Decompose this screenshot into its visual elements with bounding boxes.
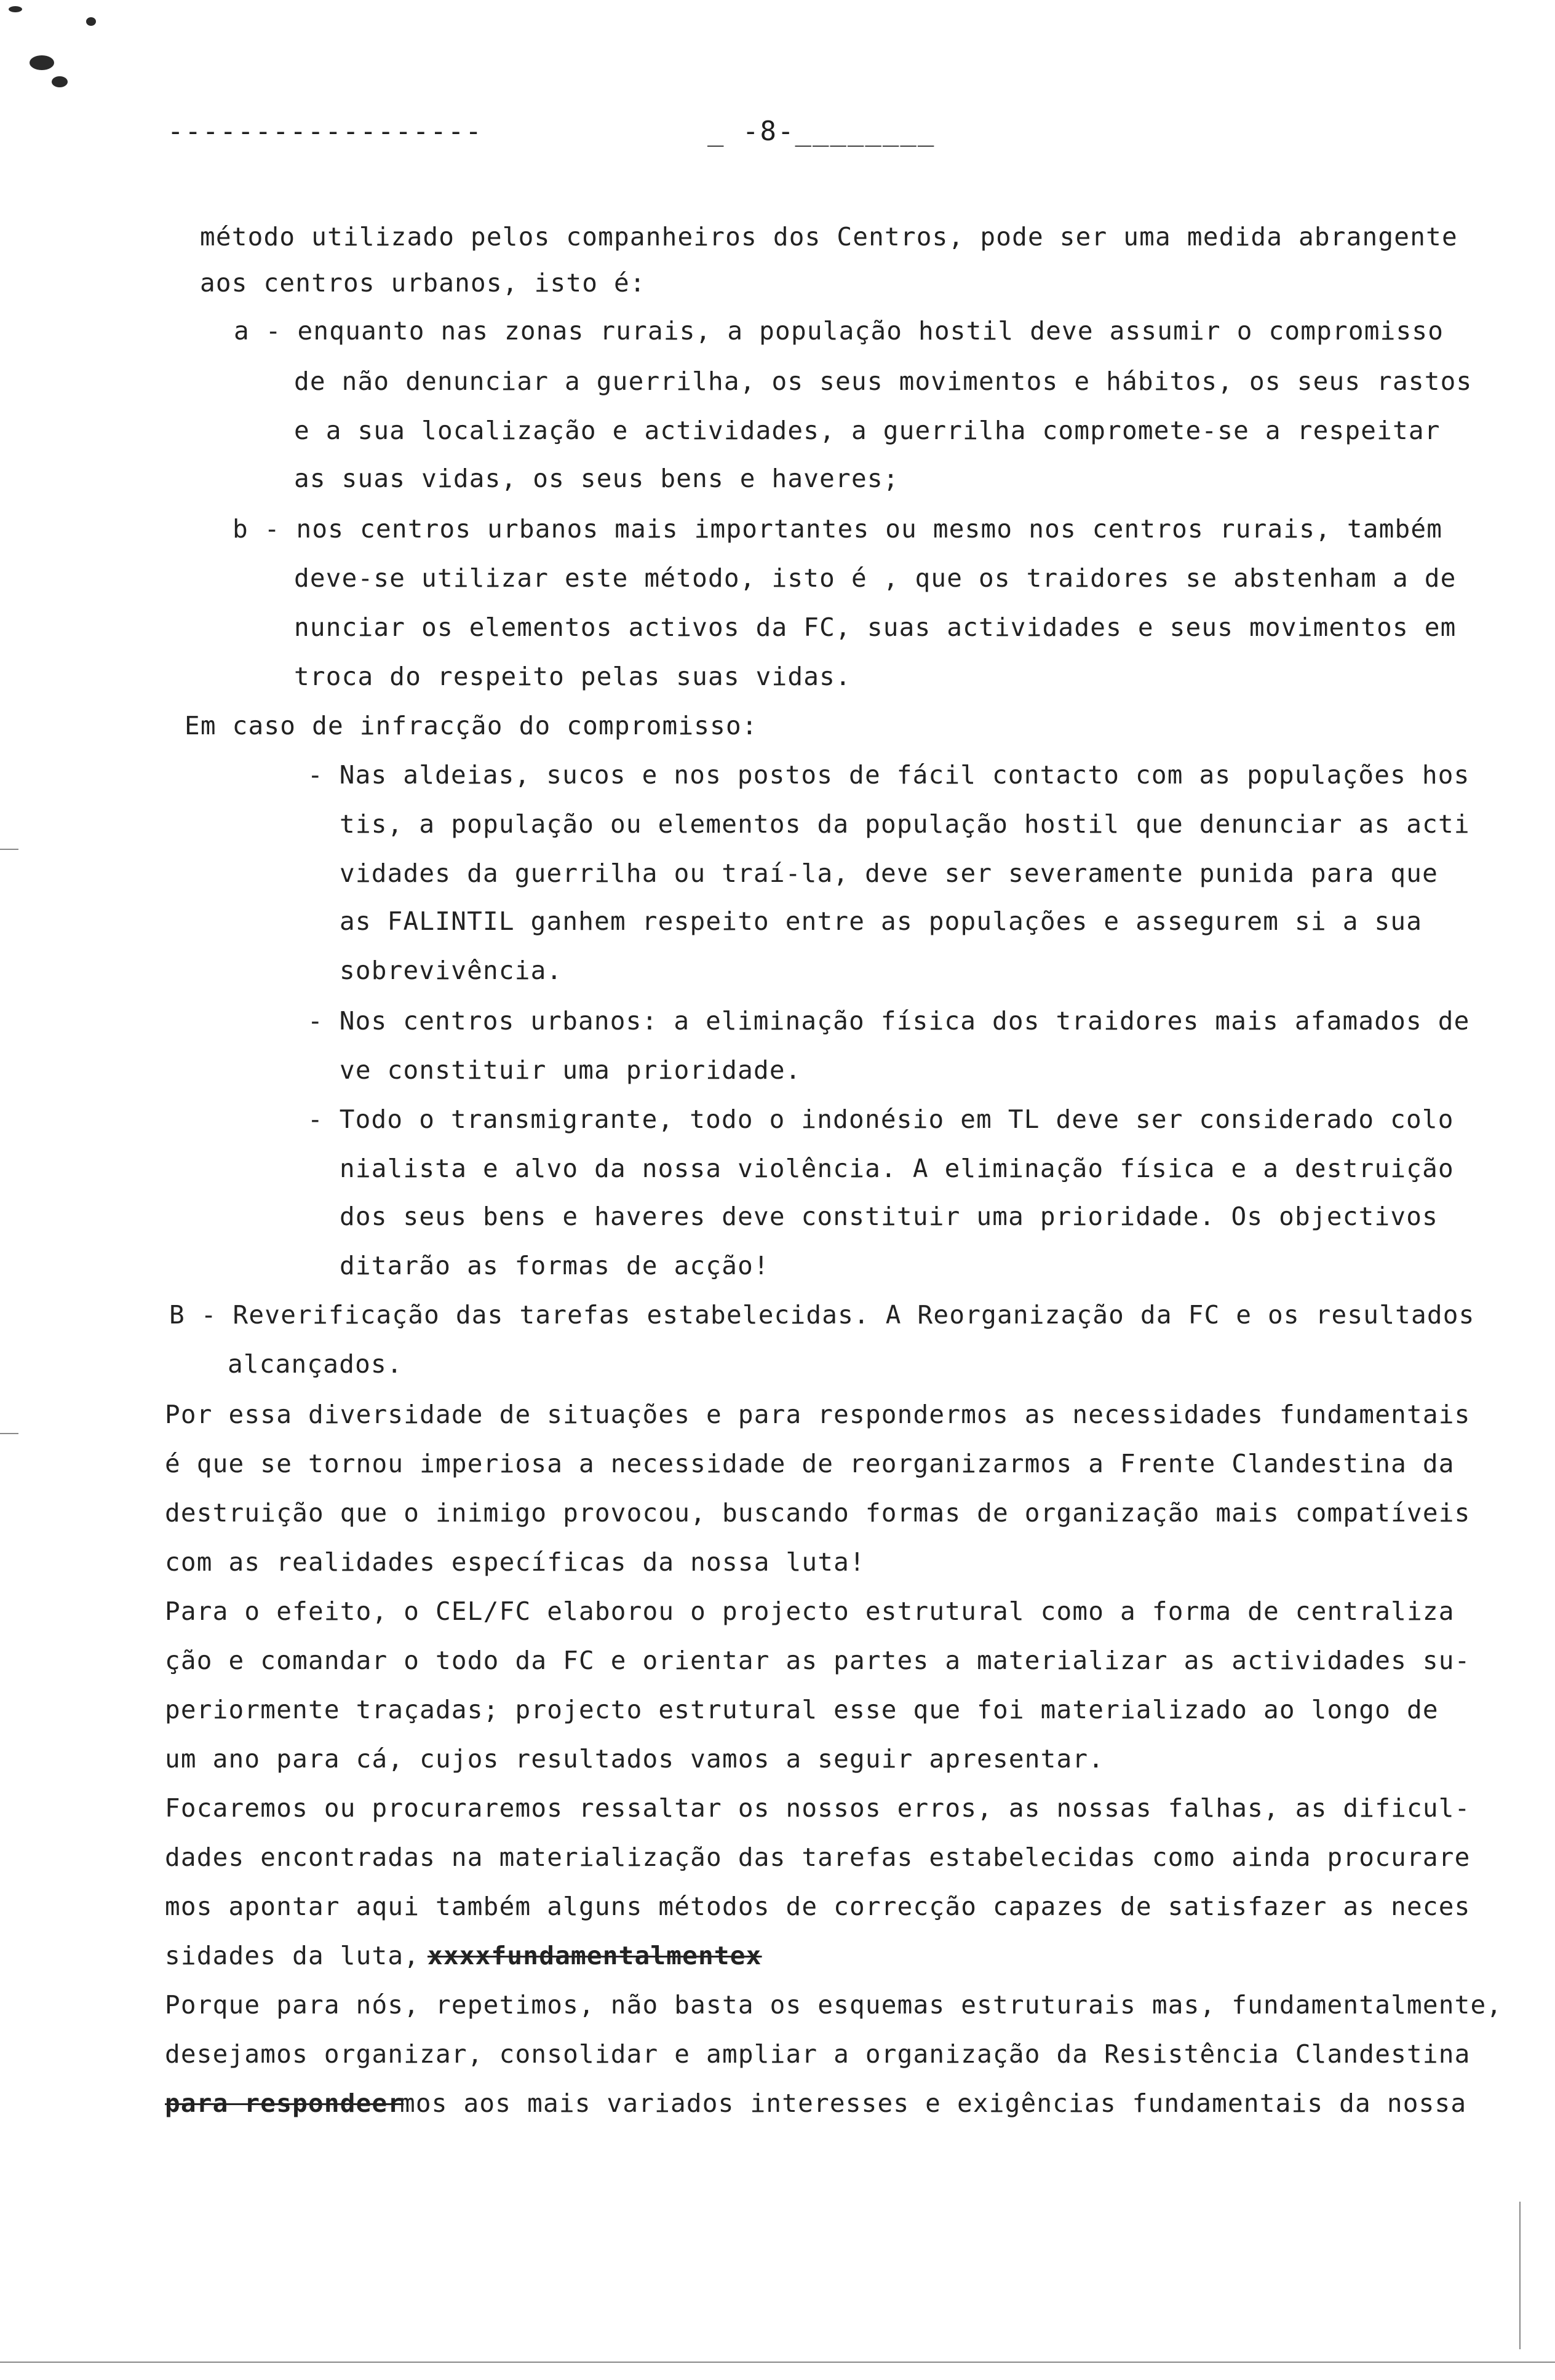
- text-line: Em caso de infracção do compromisso:: [185, 711, 758, 740]
- text-line: as FALINTIL ganhem respeito entre as populações e assegurem si a sua: [340, 906, 1423, 936]
- text-line: Para o efeito, o CEL/FC elaborou o projecto estrutural como a forma de centraliza: [165, 1597, 1455, 1626]
- text-line: sidades da luta,: [165, 1941, 420, 1970]
- text-line: - Nos centros urbanos: a eliminação física dos traidores mais afamados de: [308, 1006, 1470, 1036]
- text-line: alcançados.: [228, 1349, 403, 1379]
- text-line: desejamos organizar, consolidar e ampliar a organização da Resistência Clandestina: [165, 2039, 1471, 2069]
- text-line: mos aos mais variados interesses e exigências fundamentais da nossa: [400, 2088, 1467, 2118]
- struck-text: para respondeer: [165, 2088, 404, 2118]
- text-line: b - nos centros urbanos mais importantes ou mesmo nos centros rurais, também: [233, 514, 1443, 544]
- text-line: e a sua localização e actividades, a guerrilha compromete-se a respeitar: [294, 416, 1441, 445]
- text-line: ditarão as formas de acção!: [340, 1251, 770, 1280]
- scan-smudge: [86, 17, 96, 26]
- text-line: dades encontradas na materialização das tarefas estabelecidas como ainda procurare: [165, 1843, 1471, 1872]
- scan-smudge: [9, 6, 22, 12]
- text-line: nunciar os elementos activos da FC, suas actividades e seus movimentos em: [294, 613, 1457, 642]
- text-line: Por essa diversidade de situações e para respondermos as necessidades fundamentais: [165, 1400, 1471, 1429]
- text-line: aos centros urbanos, isto é:: [200, 268, 646, 298]
- page-number: _ -8-________: [707, 116, 936, 147]
- text-line: método utilizado pelos companheiros dos Centros, pode ser uma medida abrangente: [200, 222, 1458, 252]
- text-line: a - enquanto nas zonas rurais, a população hostil deve assumir o compromisso: [234, 316, 1444, 346]
- scan-edge: [0, 1433, 18, 1434]
- text-line: as suas vidas, os seus bens e haveres;: [294, 464, 899, 493]
- scan-edge: [1519, 2202, 1521, 2349]
- text-line: Focaremos ou procuraremos ressaltar os nossos erros, as nossas falhas, as dificul-: [165, 1793, 1471, 1823]
- text-line: nialista e alvo da nossa violência. A eliminação física e a destruição: [340, 1154, 1454, 1183]
- text-line: deve-se utilizar este método, isto é , que os traidores se abstenham a de: [294, 563, 1457, 593]
- text-line: destruição que o inimigo provocou, buscando formas de organização mais compatíveis: [165, 1498, 1471, 1528]
- text-line: vidades da guerrilha ou traí-la, deve ser severamente punida para que: [340, 859, 1439, 888]
- text-line: ve constituir uma prioridade.: [340, 1055, 801, 1085]
- scan-smudge: [52, 76, 68, 87]
- text-line: - Todo o transmigrante, todo o indonésio em TL deve ser considerado colo: [308, 1105, 1454, 1134]
- scan-edge: [0, 849, 18, 850]
- text-line: periormente traçadas; projecto estrutural esse que foi materializado ao longo de: [165, 1695, 1439, 1724]
- header-rule: ------------------: [167, 116, 483, 147]
- struck-text: xxxxfundamentalmentex: [428, 1941, 762, 1970]
- scan-edge: [0, 2362, 1555, 2363]
- text-line: um ano para cá, cujos resultados vamos a seguir apresentar.: [165, 1744, 1105, 1774]
- text-line: é que se tornou imperiosa a necessidade de reorganizarmos a Frente Clandestina da: [165, 1449, 1455, 1478]
- text-line: B - Reverificação das tarefas estabelecidas. A Reorganização da FC e os resultados: [169, 1300, 1475, 1330]
- text-line: - Nas aldeias, sucos e nos postos de fácil contacto com as populações hos: [308, 760, 1470, 790]
- text-line: troca do respeito pelas suas vidas.: [294, 662, 851, 691]
- text-line: com as realidades específicas da nossa luta!: [165, 1547, 865, 1577]
- text-line: sobrevivência.: [340, 956, 563, 985]
- text-line: de não denunciar a guerrilha, os seus movimentos e hábitos, os seus rastos: [294, 367, 1473, 396]
- text-line: Porque para nós, repetimos, não basta os esquemas estruturais mas, fundamentalmente,: [165, 1990, 1503, 2020]
- text-line: ção e comandar o todo da FC e orientar as partes a materializar as actividades su-: [165, 1646, 1471, 1675]
- scan-smudge: [30, 55, 54, 70]
- text-line: tis, a população ou elementos da população hostil que denunciar as acti: [340, 809, 1470, 839]
- text-line: mos apontar aqui também alguns métodos de correcção capazes de satisfazer as neces: [165, 1892, 1471, 1921]
- text-line: dos seus bens e haveres deve constituir uma prioridade. Os objectivos: [340, 1202, 1439, 1231]
